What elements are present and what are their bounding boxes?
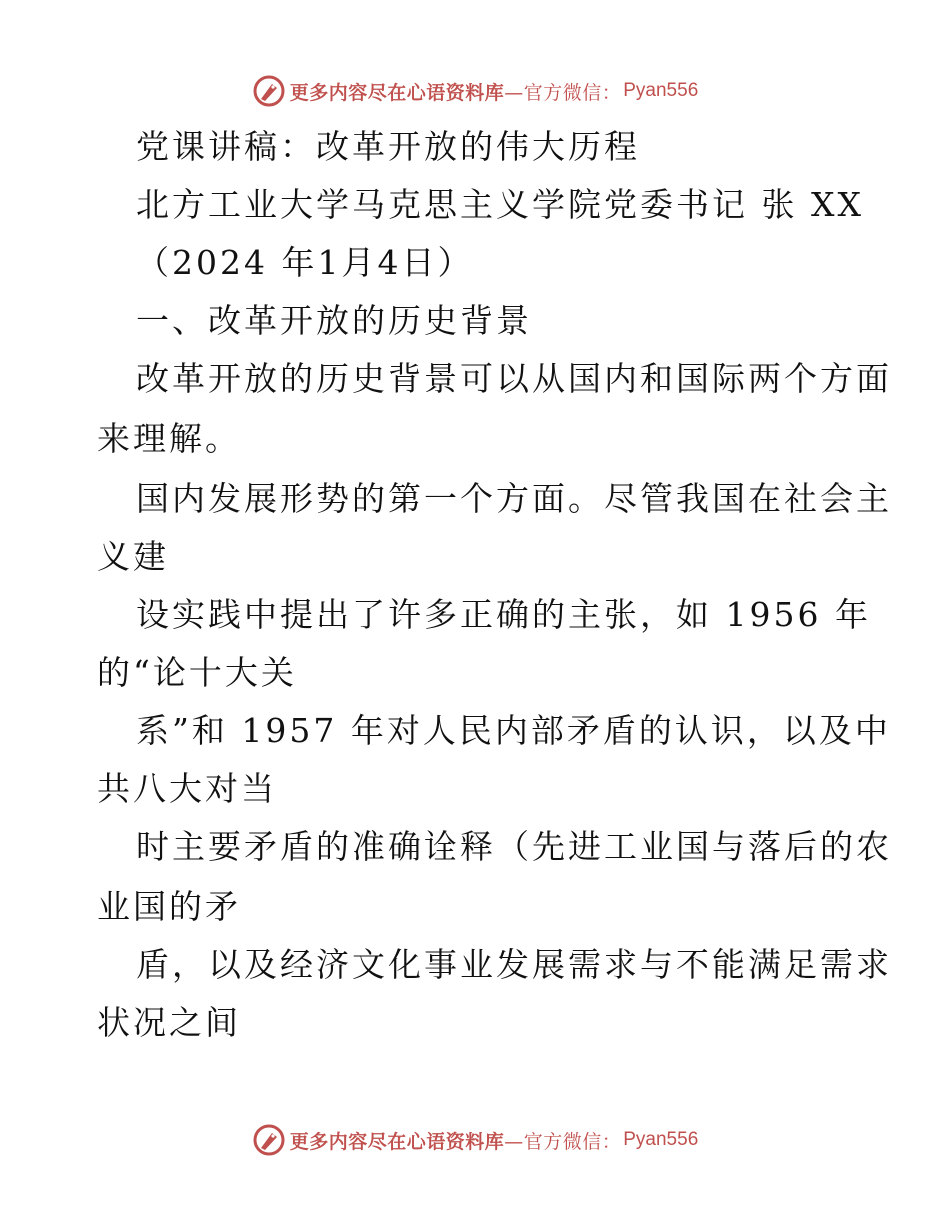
watermark-contact: —官方微信： <box>504 81 622 104</box>
watermark-handle: Pyan556 <box>623 80 699 101</box>
paragraph-line: 改革开放的历史背景可以从国内和国际两个方面 <box>136 359 892 398</box>
paragraph-line: 的“论十大关 <box>97 653 297 692</box>
watermark-text: 更多内容尽在心语资料库 <box>289 1130 505 1153</box>
paragraph-line: 系”和 1957 年对人民内部矛盾的认识，以及中 <box>136 711 891 750</box>
watermark-footer <box>0 1120 950 1160</box>
paragraph-line: 时主要矛盾的准确诠释（先进工业国与落后的农 <box>136 827 892 866</box>
paragraph-line: 共八大对当 <box>97 769 277 808</box>
paragraph-line: 状况之间 <box>97 1003 241 1042</box>
paragraph-line: 国内发展形势的第一个方面。尽管我国在社会主 <box>136 479 892 518</box>
watermark-contact: —官方微信： <box>504 1130 622 1153</box>
watermark-text: 更多内容尽在心语资料库 <box>289 81 505 104</box>
paragraph-line: 设实践中提出了许多正确的主张，如 1956 年 <box>136 595 871 634</box>
pen-nib-circle-icon <box>252 1123 286 1157</box>
section-heading: 一、改革开放的历史背景 <box>136 301 532 340</box>
document-author: 北方工业大学马克思主义学院党委书记 张 XX <box>136 185 864 224</box>
paragraph-line: 业国的矛 <box>97 887 241 926</box>
paragraph-line: 来理解。 <box>97 419 241 458</box>
paragraph-line: 义建 <box>97 537 169 576</box>
paragraph-line: 盾，以及经济文化事业发展需求与不能满足需求 <box>136 945 892 984</box>
document-title: 党课讲稿：改革开放的伟大历程 <box>136 127 640 166</box>
document-date: （2024 年1月4日） <box>136 243 474 282</box>
watermark-handle: Pyan556 <box>623 1129 699 1150</box>
